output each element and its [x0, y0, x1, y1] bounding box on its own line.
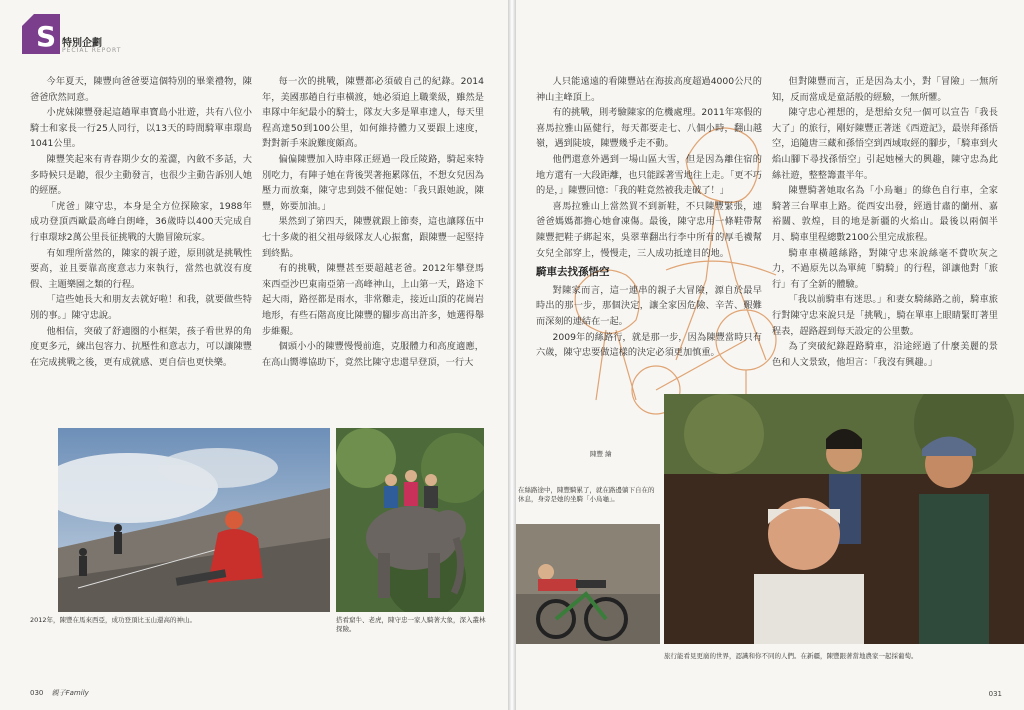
paragraph: 今年夏天，陳豐向爸爸要這個特別的畢業禮物，陳爸爸欣然同意。	[30, 76, 252, 103]
paragraph: 有的挑戰，陳豐甚至要超越老爸。2012年攀登馬來西亞沙巴東南亞第一高峰神山，上山第一天，路途下起大雨，路徑都是雨水，非常難走，接近山頂的花崗岩地形，有些石階高度比陳豐的腳步高出許多，她選得舉步維艱。	[262, 263, 484, 337]
family-xinjiang-photo	[664, 394, 1024, 644]
sketch-credit: 陳豐 繪	[590, 450, 612, 458]
elephant-ride-photo	[336, 428, 484, 612]
paragraph: 偏偏陳豐加入時車隊正經過一段丘陵路，騎起來特別吃力，有陣子她在背後哭著拖累隊伍，不想女兒因為壓力而放棄，陳守忠到鼓不催促她：「我只跟她說，陳豐，妳要加油。」	[262, 153, 484, 212]
paragraph: 2009年的絲路行，就是那一步，因為陳豐當時只有六歲，陳守忠要做這樣的決定必須更加慎重。	[536, 331, 762, 359]
paragraph: 陳豐騎著她取名為「小烏龜」的綠色自行車，全家騎著三台單車上路。從西安出發，經過甘肅的蘭州、嘉裕關、敦煌，目的地是新疆的火焰山。最後以兩個半月、騎車里程總數2100公里完成旅程。	[772, 185, 998, 243]
paragraph: 他相信，突破了舒適圈的小框架，孩子看世界的角度更多元，練出包容力、抗壓性和意志力，可以讓陳豐在完成挑戰之後，更有成就感、更自信也更快樂。	[30, 325, 252, 368]
photo-caption: 2012年，陳豐在馬來西亞，成功登頂比玉山還高的神山。	[30, 616, 197, 624]
paragraph: 人只能遠遠的看陳豐站在海拔高度超過4000公尺的神山主峰頂上。	[536, 76, 762, 103]
paragraph: 個頭小小的陳豐慢慢前進，克服體力和高度適應，在高山嚮導協助下，竟然比陳守忠還早登頂，一行大	[262, 341, 484, 368]
right-page	[516, 0, 1024, 710]
page-number: 031	[988, 690, 1002, 698]
mountain-climb-photo	[58, 428, 330, 612]
right-column-2	[772, 74, 998, 370]
left-page	[0, 0, 508, 710]
section-logo-icon	[22, 14, 60, 54]
paragraph: 喜馬拉雅山上當然買不到新鞋，不只陳豐緊張，連爸爸媽媽都擔心她會凍傷。最後，陳守忠用一條鞋帶幫陳豐把鞋子綁起來，吳翠華翻出行李中所有的厚毛襪幫女兒全部穿上，慢慢走，三人成功抵達目的地。	[536, 200, 762, 259]
resting-bike-photo	[516, 524, 660, 644]
svg-text:S: S	[36, 20, 57, 53]
paragraph: 「這些她長大和朋友去就好啦！和我，就要做些特別的事。」陳守忠說。	[30, 294, 252, 321]
right-column-1	[536, 74, 762, 361]
paragraph: 對陳家而言，這一連串的親子大冒險，源自於最早時出的那一步，那個決定，讓全家因危險、辛苦、艱難而深刻的連結在一起。	[536, 284, 762, 327]
paragraph: 「我以前騎車有迷思。」和妻女騎絲路之前，騎車旅行對陳守忠來說只是「挑戰」，騎在單車上眼睛緊盯著里程表，趕路趕到每天設定的公里數。	[772, 294, 998, 337]
photo-caption: 搭看窟牛、老虎，陳守忠一家人騎著大象，深入叢林探險。	[336, 616, 486, 633]
photo-caption: 在絲路途中，陳豐騎累了，就在路邊躺下自在的休息，身旁是她的坐騎「小烏龜」。	[518, 486, 655, 503]
photo-caption: 旅行能看見更廣的世界，認識和你不同的人們。在新疆，陳豐跟著當地農家一起採葡萄。	[664, 652, 918, 660]
paragraph: 小虎妹陳豐發起這趟單車寶島小壯遊，共有八位小騎士和家長一行25人同行，以13天的時間騎單車環島1041公里。	[30, 107, 252, 150]
paragraph: 騎車車橫越絲路，對陳守忠來說絲毫不費吹灰之力，不過原先以為單純「騎騎」的行程，卻讓他對「旅行」有了全新的體驗。	[772, 247, 998, 290]
paragraph: 為了突破紀錄趕路騎車，沿途經過了什麼美麗的景色和人文景致，他坦言：「我沒有興趣。」	[772, 341, 998, 368]
paragraph: 果然到了第四天，陳豐就跟上節奏，這也讓隊伍中七十多歲的祖父祖母級隊友人心振奮，跟陳豐一起堅持到終點。	[262, 216, 484, 259]
paragraph: 有的挑戰，則考驗陳家的危機處理。2011年寒假的喜馬拉雅山區健行，每天都要走七、八個小時，翻山越嶺，遇到陡坡，陳豐幾乎走不動。	[536, 107, 762, 150]
left-column-1	[30, 74, 252, 370]
spine	[508, 0, 516, 710]
paragraph: 每一次的挑戰，陳豐都必須破自己的紀錄。2014年，美國那趟自行車橫渡，她必須追上職業級，雖然是車隊中年紀最小的騎士，隊友大多是單車達人，每天里程高達50到100公里，如何維持體力又要跟上速度，對對新手來說難度頗高。	[262, 76, 484, 150]
paragraph: 他們還意外遇到一場山區大雪，但是因為離住宿的地方還有一大段距離，也只能踩著雪地往上走。「更不巧的是，」陳豐回憶：「我的鞋竟然被我走破了！」	[536, 153, 762, 197]
paragraph: 「虎爸」陳守忠，本身是全方位探險家，1988年成功登頂西歐最高峰白朗峰，36歲時以400天完成自行車環球2萬公里長征挑戰的大膽冒險玩家。	[30, 200, 252, 243]
paragraph: 有如理所當然的，陳家的親子遊，原則就是挑戰性要高，並且要靠高度意志力來執行，當然也就沒有度假、主題樂園之類的行程。	[30, 247, 252, 290]
paragraph: 但對陳豐而言，正是因為太小，對「冒險」一無所知，反而當成是童話般的經驗，一無所懼。	[772, 76, 998, 103]
page-number: 030 親子Family	[30, 689, 89, 697]
section-heading: 騎車去找孫悟空	[536, 266, 610, 279]
left-column-2	[262, 74, 484, 370]
paragraph: 陳豐笑起來有青春期少女的羞澀，內斂不多話，大多時候只是聽，很少主動發言，也很少主動告訴別人她的經歷。	[30, 153, 252, 197]
paragraph: 陳守忠心裡想的，是想給女兒一個可以宣告「我長大了」的旅行，剛好陳豐正著迷《西遊記》，最崇拜孫悟空，追隨唐三藏和孫悟空到西域取經的腳步，「騎車到火焰山腳下尋找孫悟空」引起她極大的興趣，陳守忠為此絲社遊，整整籌畫半年。	[772, 107, 998, 181]
section-title: 特別企劃	[62, 38, 102, 49]
section-subtitle: PECIAL REPORT	[62, 47, 122, 54]
